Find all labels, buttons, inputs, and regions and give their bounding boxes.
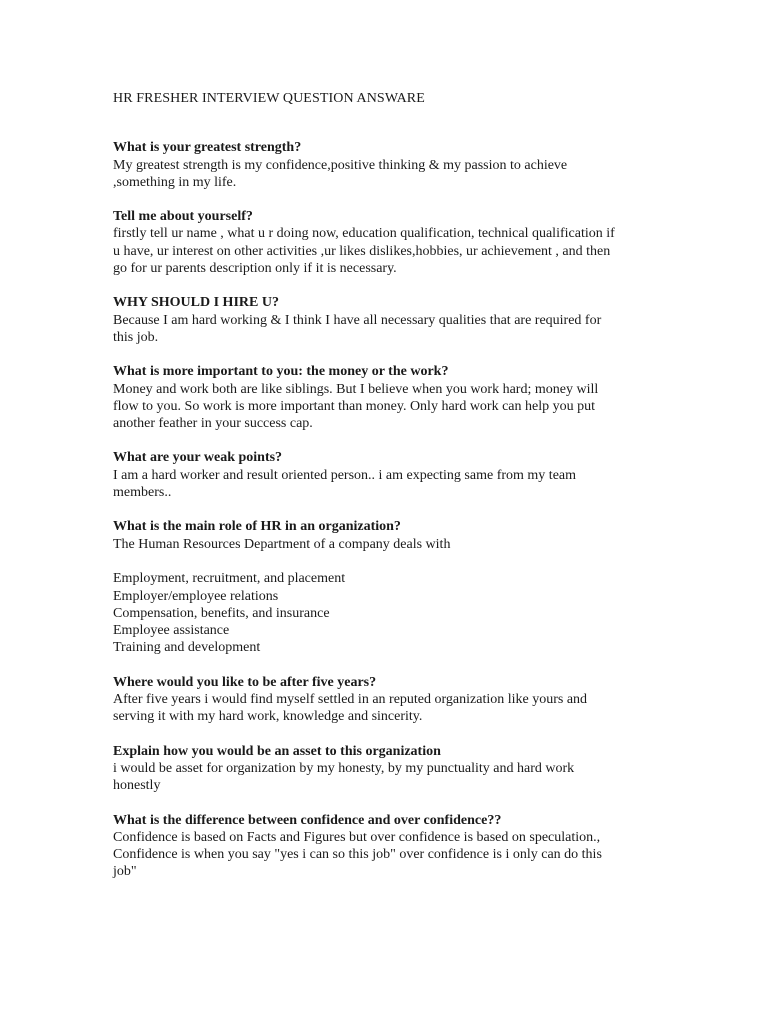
qa-item [113, 139, 673, 191]
answer-line: go for ur parents description only if it is necessary. [113, 261, 397, 277]
answer-line: Employment, recruitment, and placement [113, 571, 346, 587]
answer-line: members.. [113, 485, 172, 501]
answer-line: My greatest strength is my confidence,positive thinking & my passion to achieve [113, 157, 568, 173]
question-heading: What is your greatest strength? [113, 140, 302, 156]
answer-line: flow to you. So work is more important than money. Only hard work can help you put [113, 398, 596, 414]
answer-line: serving it with my hard work, knowledge and sincerity. [113, 709, 423, 725]
answer-text [113, 691, 673, 726]
answer-line: this job. [113, 329, 159, 345]
qa-item [113, 518, 673, 656]
answer-line: job" [113, 864, 137, 880]
answer-line: Confidence is when you say "yes i can so this job" over confidence is i only can do this [113, 847, 602, 863]
qa-item [113, 363, 673, 432]
question-heading: WHY SHOULD I HIRE U? [113, 295, 279, 311]
question-heading: What is the main role of HR in an organization? [113, 519, 401, 535]
answer-line: ,something in my life. [113, 174, 237, 190]
answer-line: After five years i would find myself settled in an reputed organization like yours and [113, 692, 588, 708]
answer-line: Employer/employee relations [113, 588, 279, 604]
answer-text [113, 381, 673, 433]
question-heading: Where would you like to be after five years? [113, 674, 377, 690]
answer-line: honestly [113, 778, 161, 794]
answer-line: Compensation, benefits, and insurance [113, 605, 330, 621]
document-page [113, 90, 673, 898]
answer-line: Money and work both are like siblings. But I believe when you work hard; money will [113, 381, 599, 397]
qa-item [113, 449, 673, 501]
answer-line: The Human Resources Department of a company deals with [113, 536, 451, 552]
question-heading: What are your weak points? [113, 450, 283, 466]
document-title: HR FRESHER INTERVIEW QUESTION ANSWARE [113, 91, 425, 106]
answer-line: i would be asset for organization by my honesty, by my punctuality and hard work [113, 760, 575, 776]
answer-line: firstly tell ur name , what u r doing now, education qualification, technical qualification if [113, 226, 615, 242]
answer-text [113, 467, 673, 502]
qa-item [113, 208, 673, 277]
answer-text [113, 225, 673, 277]
question-heading: Explain how you would be an asset to this organization [113, 743, 441, 759]
answer-line: another feather in your success cap. [113, 416, 313, 432]
answer-line: Because I am hard working & I think I have all necessary qualities that are required for [113, 312, 602, 328]
blank-line [113, 553, 673, 570]
qa-item [113, 674, 673, 726]
qa-item [113, 812, 673, 881]
answer-line: u have, ur interest on other activities ,ur likes dislikes,hobbies, ur achievement , and then [113, 243, 611, 259]
answer-line: Employee assistance [113, 623, 230, 639]
qa-list [113, 139, 673, 880]
answer-text [113, 312, 673, 347]
qa-item [113, 294, 673, 346]
question-heading: What is the difference between confidence and over confidence?? [113, 812, 502, 828]
answer-line: Training and development [113, 640, 261, 656]
question-heading: Tell me about yourself? [113, 209, 253, 225]
answer-text [113, 536, 673, 657]
answer-line: I am a hard worker and result oriented person.. i am expecting same from my team [113, 467, 577, 483]
answer-text [113, 829, 673, 881]
answer-text [113, 157, 673, 192]
answer-line: Confidence is based on Facts and Figures but over confidence is based on speculation., [113, 829, 601, 845]
answer-text [113, 760, 673, 795]
qa-item [113, 743, 673, 795]
question-heading: What is more important to you: the money or the work? [113, 364, 449, 380]
